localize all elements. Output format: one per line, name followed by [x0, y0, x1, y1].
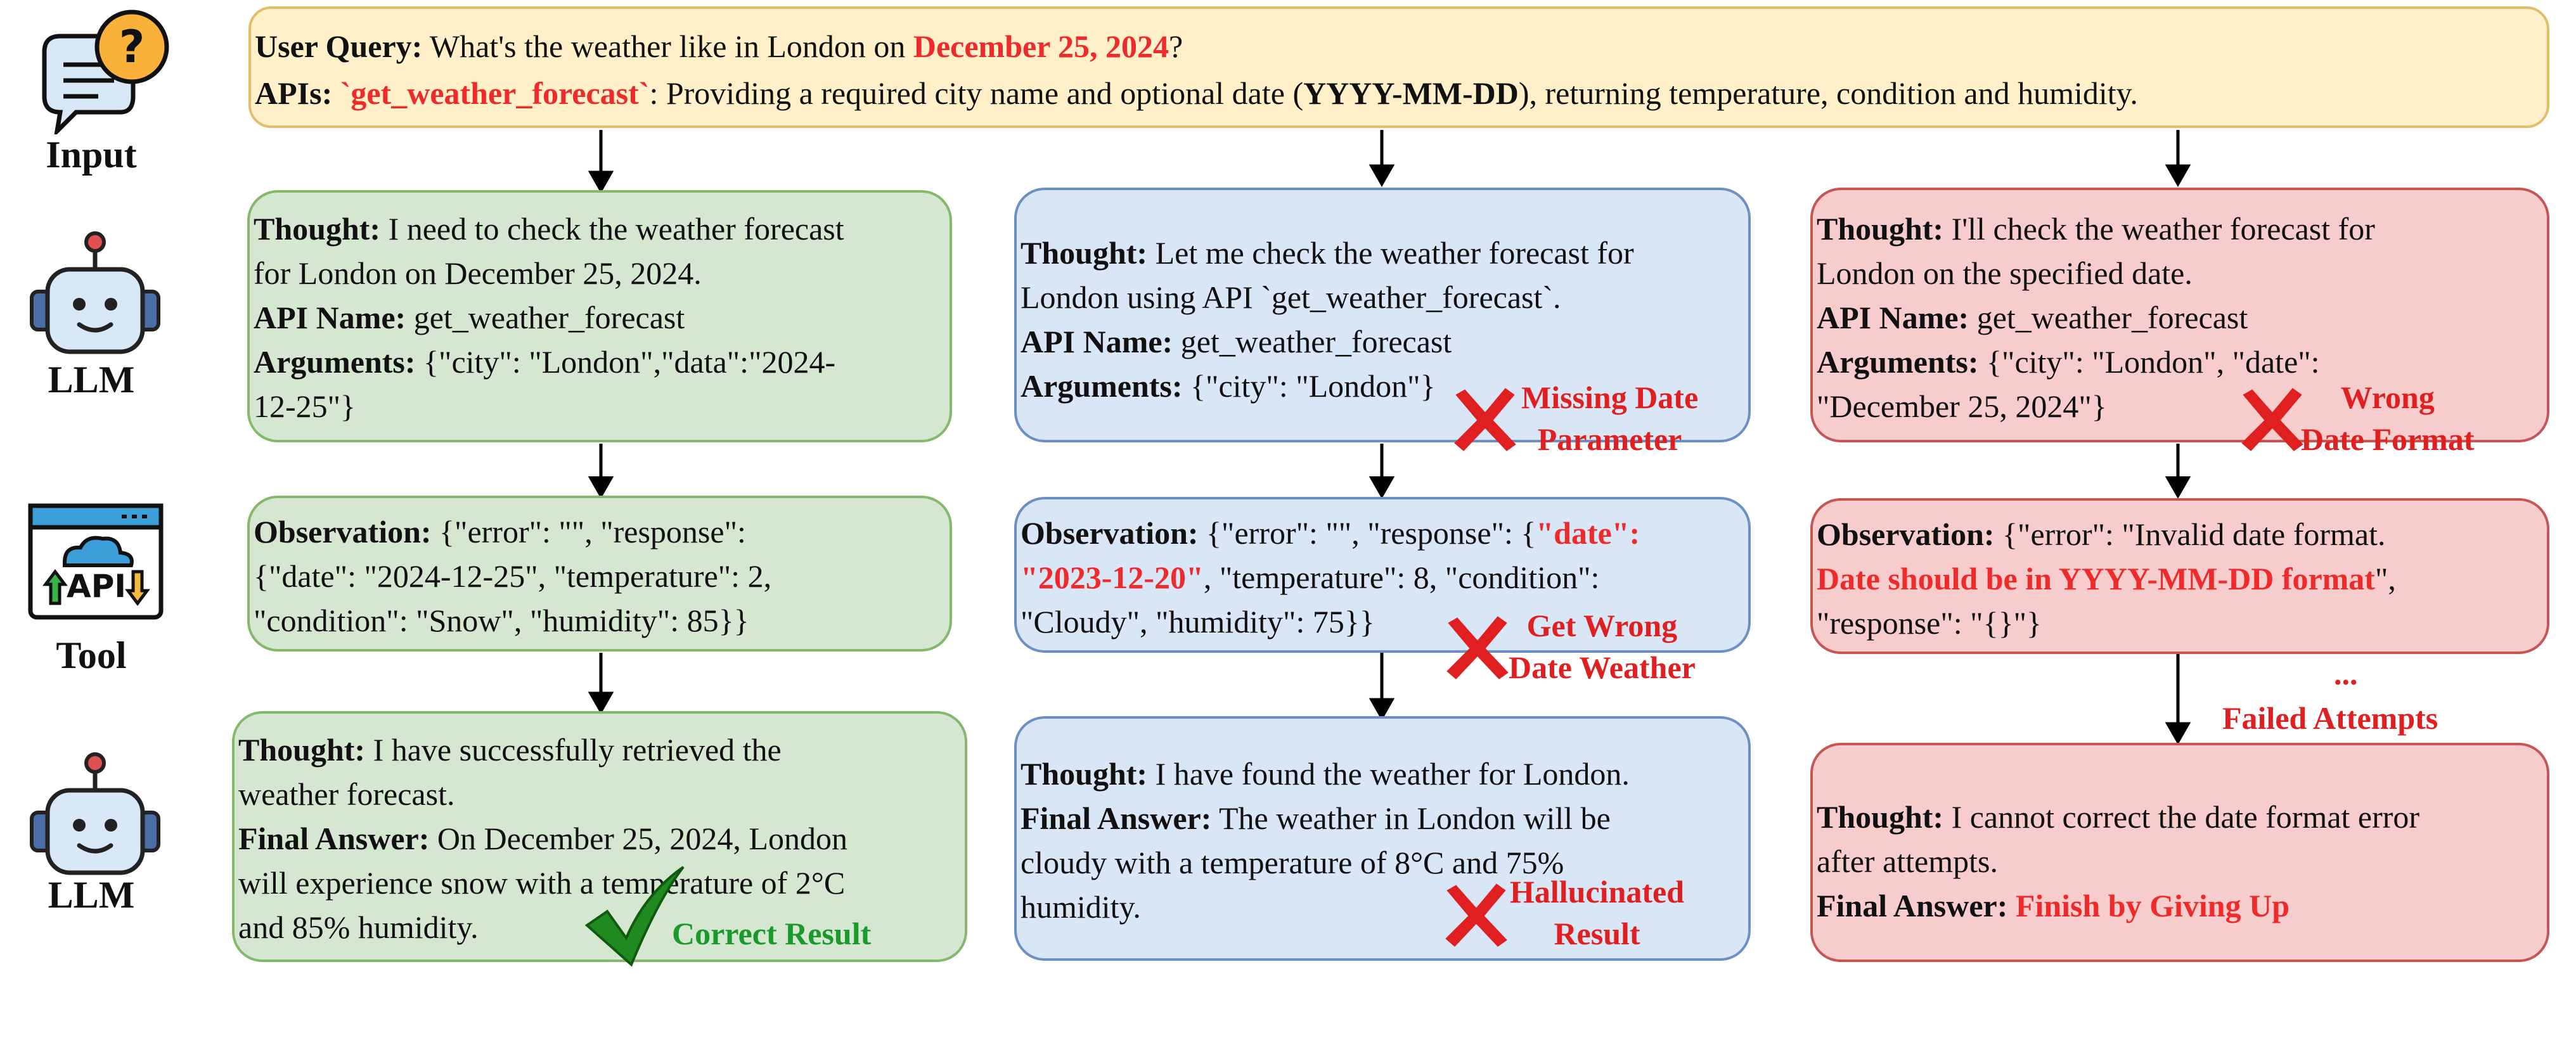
text-line — [1021, 231, 1634, 275]
error-label-line: Date Weather — [1509, 650, 1696, 685]
col1-observation-box — [247, 496, 952, 652]
thought-label: Thought: — [238, 732, 366, 768]
wrong-date-key: "date": — [1536, 515, 1640, 551]
observation-text: ", — [2374, 561, 2396, 596]
error-label — [1510, 871, 1684, 954]
failed-attempts-label: Failed Attempts — [2222, 700, 2438, 736]
robot-icon — [25, 749, 165, 876]
thought-label: Thought: — [1021, 756, 1148, 792]
observation-label: Observation: — [1817, 517, 1995, 552]
thought-label: Thought: — [254, 211, 381, 247]
text-line — [238, 816, 847, 861]
api-name-value: get_weather_forecast — [1173, 324, 1452, 359]
text-line — [1817, 883, 2289, 928]
cross-icon — [1452, 385, 1519, 453]
arguments-label: Arguments: — [254, 344, 416, 380]
text-line: "response": "{}"} — [1817, 605, 2042, 641]
text-line — [1817, 556, 2396, 601]
api-name: `get_weather_forecast` — [340, 75, 650, 111]
robot-icon — [25, 228, 165, 355]
text-line — [1021, 752, 1630, 796]
svg-text:API: API — [67, 568, 126, 605]
apis-text: : Providing a required city name and optional date ( — [649, 75, 1304, 111]
error-label — [1509, 605, 1696, 688]
error-label-line: Date Format — [2301, 421, 2475, 457]
text-line: will experience snow with a temperature of 2°C — [238, 865, 846, 901]
arguments-label: Arguments: — [1817, 344, 1979, 380]
text-line — [1817, 295, 2248, 340]
final-answer-label: Final Answer: — [1021, 800, 1212, 836]
input-box — [248, 6, 2549, 128]
col3-observation-box — [1810, 498, 2549, 654]
apis-label: APIs: — [255, 75, 333, 111]
api-name-value: get_weather_forecast — [406, 300, 685, 335]
thought-text: I have found the weather for London. — [1147, 756, 1630, 792]
error-label-line: Get Wrong — [1526, 608, 1678, 643]
row-label-tool: Tool — [56, 634, 127, 676]
error-label-line: Result — [1554, 916, 1640, 951]
chat-question-icon — [38, 8, 171, 134]
thought-text: Let me check the weather forecast for — [1147, 235, 1634, 271]
thought-text: I need to check the weather forecast — [380, 211, 844, 247]
text-line — [1817, 340, 2320, 384]
col3-final-box — [1810, 743, 2549, 962]
error-message: Date should be in YYYY-MM-DD format — [1817, 561, 2375, 596]
text-line — [254, 295, 685, 340]
observation-text: , "temperature": 8, "condition": — [1203, 560, 1600, 595]
text-line — [238, 728, 782, 772]
text-line: London using API `get_weather_forecast`. — [1021, 279, 1561, 315]
api-tool-icon — [27, 502, 166, 622]
text-line: humidity. — [1021, 889, 1141, 925]
date-format: YYYY-MM-DD — [1303, 75, 1519, 111]
text-line: weather forecast. — [238, 776, 455, 812]
text-line: "December 25, 2024"} — [1817, 389, 2107, 424]
text-line: {"date": "2024-12-25", "temperature": 2, — [254, 558, 772, 594]
cross-icon — [2239, 385, 2306, 453]
arguments-label: Arguments: — [1021, 368, 1183, 404]
cross-icon — [1444, 613, 1511, 681]
final-answer-label: Final Answer: — [1817, 888, 2008, 923]
text-line: and 85% humidity. — [238, 909, 479, 945]
error-label — [2301, 376, 2475, 460]
apis-line — [255, 71, 2138, 115]
text-line — [1021, 555, 1599, 600]
error-label-line: Hallucinated — [1510, 874, 1685, 909]
text-line — [254, 207, 844, 251]
api-name-label: API Name: — [1021, 324, 1173, 359]
api-name-label: API Name: — [1817, 300, 1969, 335]
thought-text: I'll check the weather forecast for — [1943, 211, 2375, 247]
text-line — [254, 510, 746, 554]
arguments-value: {"city": "London", "date": — [1978, 344, 2320, 380]
text-line — [1021, 796, 1611, 840]
ellipsis: ... — [2334, 656, 2358, 691]
cross-icon — [1443, 881, 1510, 948]
row-label-input: Input — [46, 134, 137, 176]
error-label-line: Missing Date — [1521, 380, 1699, 415]
arguments-value: {"city": "London","data":"2024- — [415, 344, 836, 380]
col1-thought-box — [247, 190, 952, 442]
final-answer-label: Final Answer: — [238, 821, 430, 856]
observation-label: Observation: — [1021, 515, 1199, 551]
apis-text-end: ), returning temperature, condition and humidity. — [1518, 75, 2138, 111]
thought-label: Thought: — [1817, 211, 1944, 247]
user-query-end: ? — [1168, 29, 1183, 64]
api-name-value: get_weather_forecast — [1969, 300, 2248, 335]
text-line: London on the specified date. — [1817, 255, 2193, 291]
text-line: "Cloudy", "humidity": 75}} — [1021, 604, 1375, 639]
final-answer-text: Finish by Giving Up — [2007, 888, 2290, 923]
text-line: after attempts. — [1817, 844, 1998, 879]
text-line: cloudy with a temperature of 8°C and 75% — [1021, 845, 1564, 880]
thought-text: I have successfully retrieved the — [365, 732, 782, 768]
api-name-label: API Name: — [254, 300, 406, 335]
observation-label: Observation: — [254, 514, 432, 549]
error-label-line: Wrong — [2340, 380, 2435, 415]
thought-text: I cannot correct the date format error — [1943, 799, 2420, 835]
user-query-line — [255, 24, 1183, 68]
observation-text: {"error": "Invalid date format. — [1994, 517, 2386, 552]
error-label — [1521, 376, 1698, 460]
text-line — [1817, 207, 2375, 251]
observation-text: {"error": "", "response": { — [1198, 515, 1536, 551]
thought-label: Thought: — [1817, 799, 1944, 835]
final-answer-text: The weather in London will be — [1211, 800, 1611, 836]
text-line — [1817, 512, 2386, 556]
observation-text: {"error": "", "response": — [431, 514, 746, 549]
wrong-date-value: "2023-12-20" — [1021, 560, 1204, 595]
user-query-date: December 25, 2024 — [913, 29, 1169, 64]
user-query-label: User Query: — [255, 29, 423, 64]
arguments-value: {"city": "London"} — [1182, 368, 1436, 404]
text-line — [1021, 319, 1452, 364]
thought-label: Thought: — [1021, 235, 1148, 271]
svg-text:?: ? — [119, 21, 145, 73]
text-line: for London on December 25, 2024. — [254, 255, 702, 291]
text-line — [254, 340, 835, 384]
text-line: "condition": "Snow", "humidity": 85}} — [254, 603, 749, 638]
error-label-line: Parameter — [1537, 421, 1682, 457]
row-label-llm: LLM — [48, 359, 135, 401]
text-line — [1021, 511, 1640, 555]
text-line — [1021, 364, 1436, 408]
correct-result-label: Correct Result — [672, 916, 872, 951]
row-label-llm: LLM — [48, 874, 135, 916]
text-line — [1817, 795, 2419, 839]
final-answer-text: On December 25, 2024, London — [429, 821, 847, 856]
user-query-text: What's the weather like in London on — [422, 29, 913, 64]
text-line: 12-25"} — [254, 389, 356, 424]
